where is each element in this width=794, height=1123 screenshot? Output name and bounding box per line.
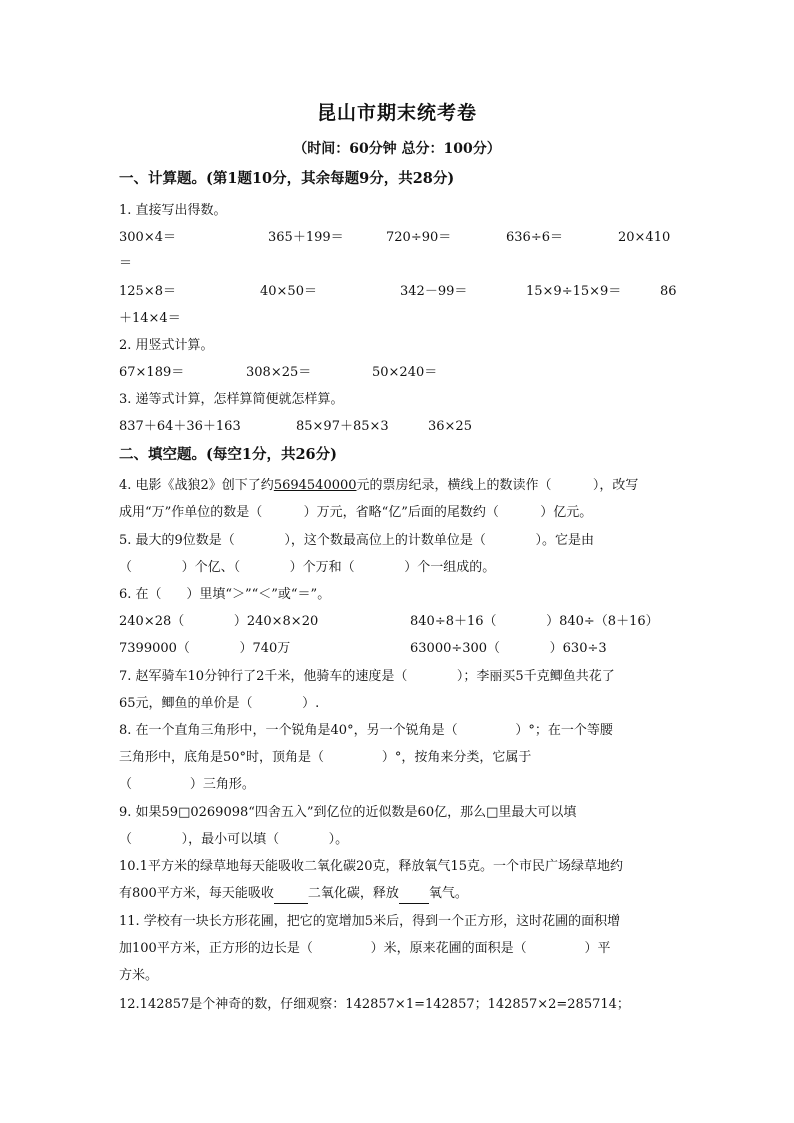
q11-line-1: 11. 学校有一块长方形花圃，把它的宽增加5米后，得到一个正方形，这时花圃的面积增 [119,914,621,929]
q2-item: 308×25＝ [246,365,312,380]
q6-item: 63000÷300（ ）630÷3 [410,641,607,656]
q10-text: 氧气。 [428,886,468,901]
q1-item: 125×8＝ [119,284,176,299]
section-1-heading: 一、计算题。(第1题10分，其余每题9分，共28分) [119,170,455,187]
q2-item: 67×189＝ [119,365,185,380]
q10-text: 二氧化碳，释放 [307,886,399,901]
q2-prompt: 2. 用竖式计算。 [119,338,214,353]
q10-line-1: 10.1平方米的绿草地每天能吸收二氧化碳20克，释放氧气15克。一个市民广场绿草地约 [119,859,624,874]
q11-line-2: 加100平方米，正方形的边长是（ ）米，原来花圃的面积是（ ）平 [119,941,611,956]
q1-item-wrap: ＋14×4＝ [119,311,181,326]
q1-item: 40×50＝ [260,284,317,299]
q10-line-2 [119,885,468,904]
q5-line-2: （ ）个亿、（ ）个万和（ ）个一组成的。 [119,560,496,575]
q6-prompt: 6. 在（ ）里填“＞”“＜”或“＝”。 [119,587,331,602]
q8-line-3: （ ）三角形。 [119,777,255,792]
q3-item: 837＋64＋36＋163 [119,419,241,434]
q1-item: 636÷6＝ [506,230,563,245]
q1-item: 20×410 [618,230,671,245]
q1-item: 300×4＝ [119,230,176,245]
q12-line-1: 12.142857是个神奇的数，仔细观察：142857×1=142857；142857×2=285714； [119,997,630,1012]
q8-line-2: 三角形中，底角是50°时，顶角是（ ）°，按角来分类，它属于 [119,750,532,765]
q7-line-2: 65元，鲫鱼的单价是（ ）. [119,696,320,711]
q7-line-1: 7. 赵军骑车10分钟行了2千米，他骑车的速度是（ ）；李丽买5千克鲫鱼共花了 [119,669,615,684]
q4-text: 元的票房纪录，横线上的数读作（ ），改写 [356,478,639,493]
q2-item: 50×240＝ [372,365,438,380]
page-title: 昆山市期末统考卷 [316,102,477,124]
q9-line-2: （ ），最小可以填（ ）。 [119,832,349,847]
q8-line-1: 8. 在一个直角三角形中，一个锐角是40°，另一个锐角是（ ）°；在一个等腰 [119,723,613,738]
q4-text: 4. 电影《战狼2》创下了约 [119,478,274,493]
q10-text: 有800平方米，每天能吸收 [119,886,274,901]
section-2-heading: 二、填空题。(每空1分，共26分) [119,446,337,463]
q1-item-wrap: ＝ [119,256,133,271]
q10-answer-blank [399,885,429,904]
q5-line-1: 5. 最大的9位数是（ ），这个数最高位上的计数单位是（ ）。它是由 [119,533,594,548]
q6-item: 240×28（ ）240×8×20 [119,614,319,629]
q4-underlined-number: 5694540000 [273,478,357,493]
q11-line-3: 方米。 [119,968,159,983]
q6-item: 7399000（ ）740万 [119,641,291,656]
q10-answer-blank [274,885,308,904]
q9-line-1: 9. 如果59□0269098“四舍五入”到亿位的近似数是60亿，那么□里最大可以填 [119,805,577,820]
q1-prompt: 1. 直接写出得数。 [119,203,227,218]
q3-item: 85×97＋85×3 [296,419,389,434]
q1-item: 342－99＝ [400,284,468,299]
exam-info: （时间：60分钟 总分：100分） [293,141,501,157]
q3-prompt: 3. 递等式计算，怎样算简便就怎样算。 [119,392,344,407]
q4-line-2: 成用“万”作单位的数是（ ）万元，省略“亿”后面的尾数约（ ）亿元。 [119,505,593,520]
q4-line-1 [119,477,638,495]
q1-item: 365＋199＝ [268,230,344,245]
q1-item: 86 [660,284,677,299]
q1-item: 15×9÷15×9＝ [526,284,622,299]
q1-item: 720÷90＝ [386,230,452,245]
q3-item: 36×25 [428,419,472,434]
q6-item: 840÷8＋16（ ）840÷（8＋16） [410,614,659,629]
